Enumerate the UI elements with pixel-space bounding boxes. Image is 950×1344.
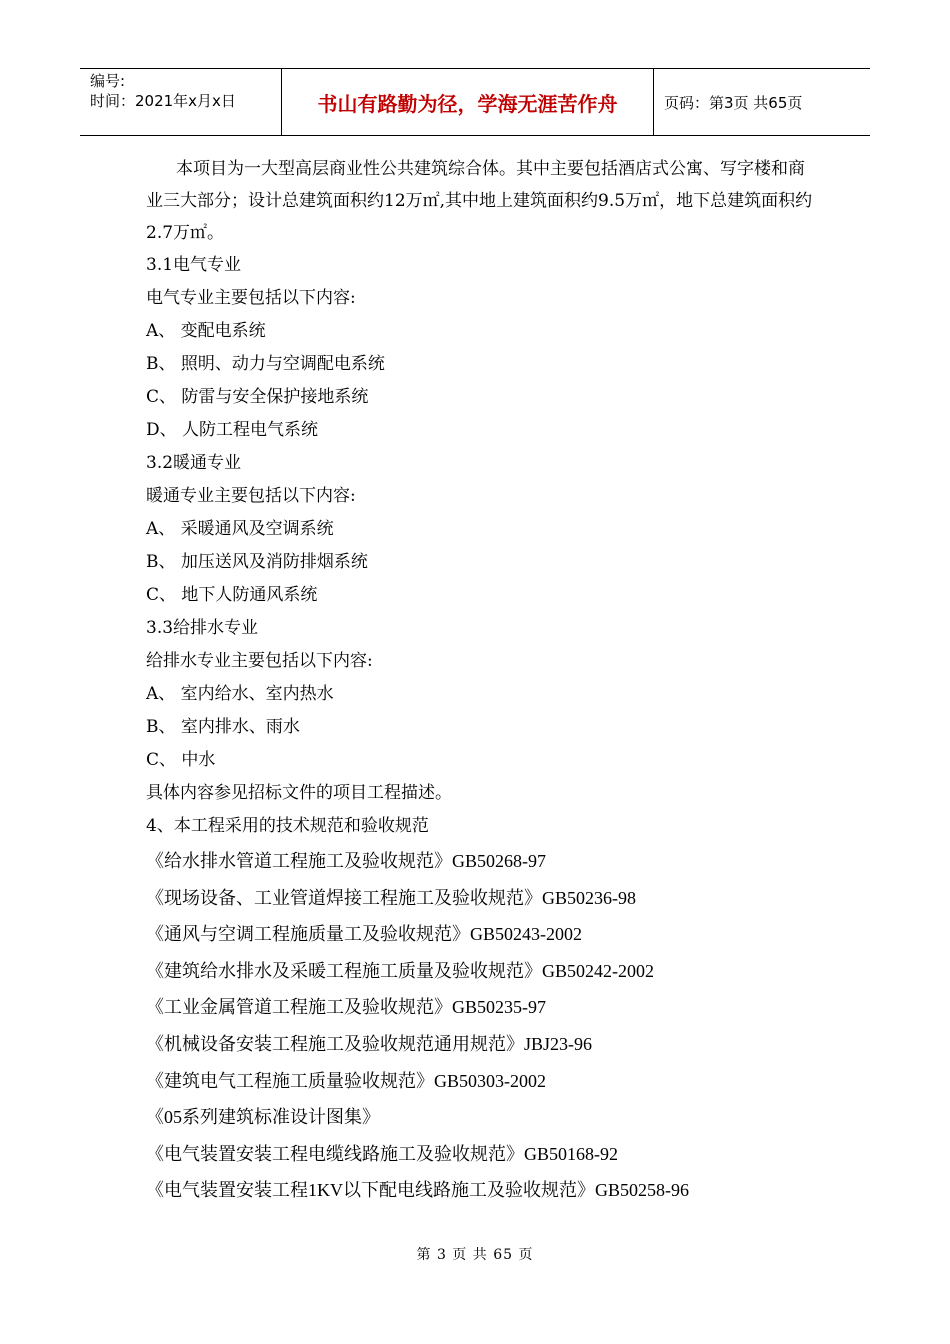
page-footer: 第 3 页 共 65 页 — [416, 1247, 534, 1263]
standard-reference: 《机械设备安装工程施工及验收规范通用规范》JBJ23-96 — [146, 1033, 593, 1054]
section-heading: 3.3给排水专业 — [146, 618, 259, 638]
standard-reference: 《电气装置安装工程电缆线路施工及验收规范》GB50168-92 — [146, 1143, 618, 1164]
standard-reference: 《05系列建筑标准设计图集》 — [146, 1107, 380, 1128]
standard-reference: 《通风与空调工程施质量工及验收规范》GB50243-2002 — [146, 924, 582, 945]
document-body — [146, 153, 816, 1209]
standard-reference: 《电气装置安装工程1KV以下配电线路施工及验收规范》GB50258-96 — [146, 1180, 689, 1201]
section-heading: 4、本工程采用的技术规范和验收规范 — [146, 816, 429, 836]
standard-reference: 《建筑电气工程施工质量验收规范》GB50303-2002 — [146, 1070, 546, 1091]
list-item: D、 人防工程电气系统 — [146, 420, 319, 440]
body-line: 给排水专业主要包括以下内容: — [146, 651, 373, 671]
standard-reference: 《工业金属管道工程施工及验收规范》GB50235-97 — [146, 997, 546, 1018]
list-item: A、 变配电系统 — [146, 321, 266, 341]
body-line: 具体内容参见招标文件的项目工程描述。 — [146, 783, 452, 803]
page-header — [80, 68, 870, 136]
standard-reference: 《现场设备、工业管道焊接工程施工及验收规范》GB50236-98 — [146, 887, 636, 908]
standard-reference: 《建筑给水排水及采暖工程施工质量及验收规范》GB50242-2002 — [146, 960, 654, 981]
body-line: 暖通专业主要包括以下内容: — [146, 486, 356, 506]
header-motto: 书山有路勤为径，学海无涯苦作舟 — [282, 69, 654, 135]
document-number-label: 编号: — [90, 72, 126, 90]
list-item: B、 室内排水、雨水 — [146, 717, 300, 737]
body-line: 电气专业主要包括以下内容: — [146, 288, 356, 308]
list-item: C、 地下人防通风系统 — [146, 585, 318, 605]
header-left-cell — [80, 69, 282, 135]
standard-reference: 《给水排水管道工程施工及验收规范》GB50268-97 — [146, 851, 546, 871]
section-heading: 3.1电气专业 — [146, 255, 242, 275]
list-item: B、 加压送风及消防排烟系统 — [146, 552, 368, 572]
intro-paragraph: 本项目为一大型高层商业性公共建筑综合体。其中主要包括酒店式公寓、写字楼和商业三大部分；设计总建筑面积约12万㎡,其中地上建筑面积约9.5万㎡，地下总建筑面积约2.7万㎡。 — [146, 159, 813, 243]
list-item: B、 照明、动力与空调配电系统 — [146, 354, 385, 374]
list-item: A、 采暖通风及空调系统 — [146, 519, 334, 539]
document-date-label: 时间：2021年x月x日 — [90, 92, 236, 110]
header-page-number: 页码：第3页 共65页 — [664, 93, 803, 112]
list-item: C、 防雷与安全保护接地系统 — [146, 387, 369, 407]
section-heading: 3.2暖通专业 — [146, 453, 242, 473]
list-item: A、 室内给水、室内热水 — [146, 684, 334, 704]
list-item: C、 中水 — [146, 750, 216, 770]
